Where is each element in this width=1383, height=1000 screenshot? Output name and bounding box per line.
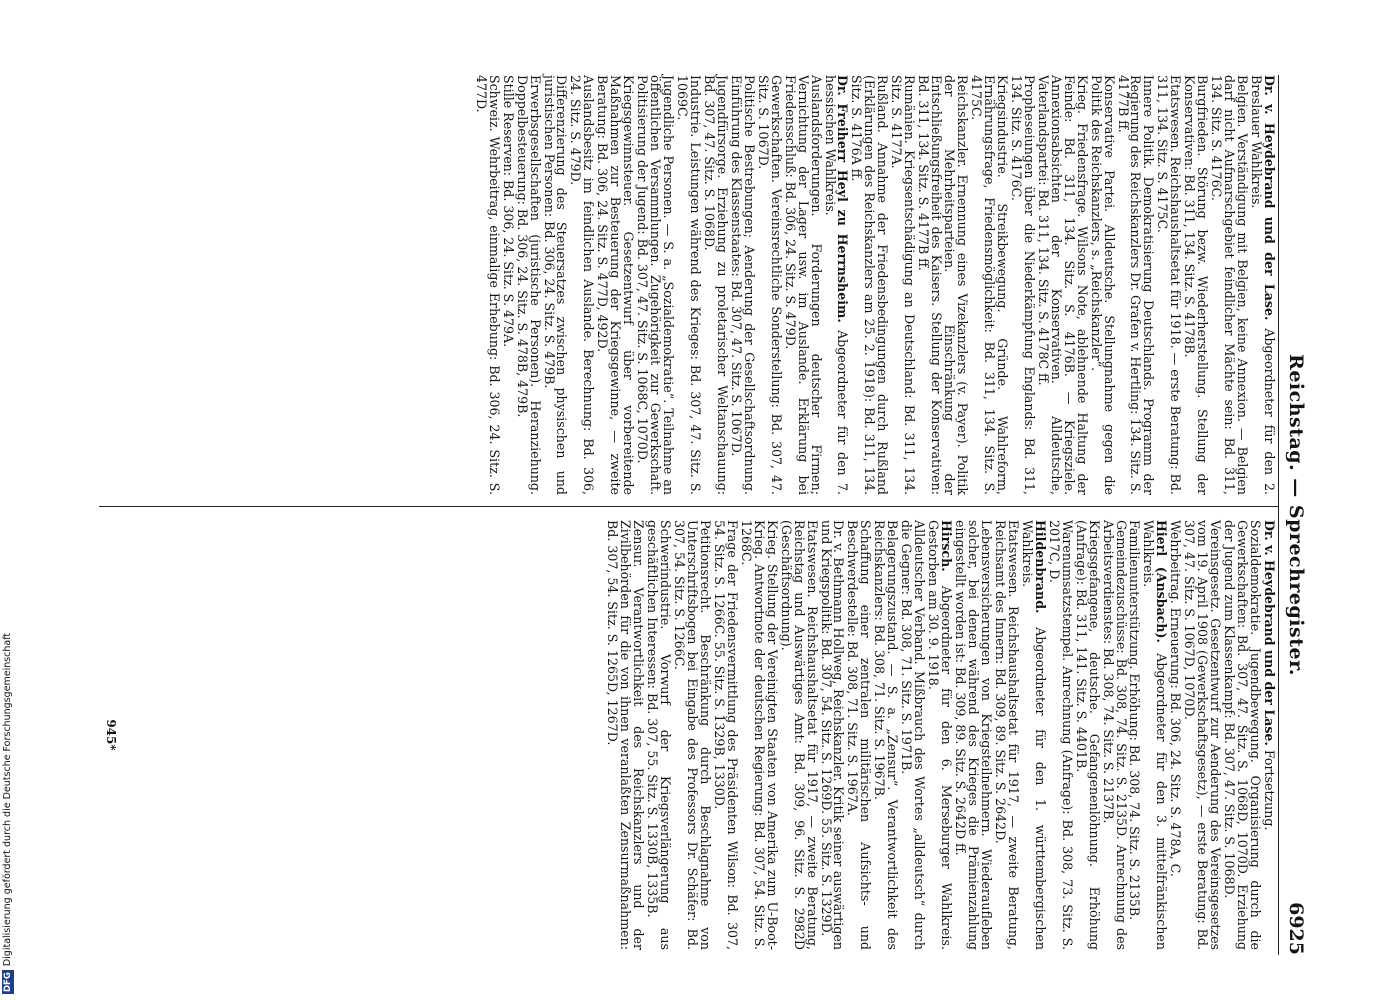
register-entry xyxy=(823,75,849,495)
page-number: 6925 xyxy=(1285,902,1307,955)
register-entry xyxy=(515,75,541,495)
entry-text: Erwerbsgesellschaften (juristische Personen). Heranziehung. Doppelbesteuerung: Bd. 306, 24. Sitz. S. 478B, 479B. xyxy=(514,75,543,495)
register-entry xyxy=(1262,520,1275,950)
register-entry xyxy=(1249,75,1275,495)
register-entry xyxy=(474,75,500,495)
left-column xyxy=(95,75,1275,495)
register-entry xyxy=(1009,75,1035,495)
entry-text: Rumänien. Kriegsentschädigung an Deutschland: Bd. 311, 134. Sitz. S. 4177A. xyxy=(889,75,918,495)
entry-text: Schweiz. Wehrbeitrag, einmalige Erhebung: Bd. 306, 24. Sitz. S. 477D. xyxy=(473,75,502,495)
register-entry xyxy=(1209,75,1251,495)
entry-text: Frage der Friedensvermittlung des Präsidenten Wilson: Bd. 307, 54. Sitz. S. 1266C. 55. Sitz. S. 1329B, 1330D. xyxy=(711,520,740,950)
register-entry xyxy=(1155,75,1184,495)
entry-text: Industrie. Leistungen während des Krieges: Bd. 307, 47. Sitz. S. 1069C. xyxy=(675,75,704,495)
register-entry xyxy=(1101,520,1127,950)
entry-text: Kriegsgewinnsteuer. Gesetzentwurf über vorbereitende Maßnahmen zur Besteuerung der Kriegsgewinne, — zweite Beratung: Bd. 306, 24. Sitz. S. 477D, 492D. xyxy=(595,75,637,495)
entry-heading: Dr. v. Heydebrand und der Lase. xyxy=(1262,520,1277,746)
register-entry xyxy=(899,520,928,950)
register-entry xyxy=(1074,520,1100,950)
register-entry xyxy=(1047,520,1073,950)
entry-text: Konservative Partei. Alldeutsche. Stellungnahme gegen die Politik des Reichskanzlers, s. „Reichskanzler“. xyxy=(1088,75,1117,495)
entry-text: Belgien. Verständigung mit Belgien, keine Annexion. — Belgien darf nicht Aufmarschgebiet feindlicher Mächte sein: Bd. 311, 134. Sitz. S. 4176C. xyxy=(1209,75,1251,495)
entry-text: Reichskanzler. Ernennung eines Vizekanzlers (v. Payer). Politik der Mehrheitsparteien. Einschränkung der Entschließungsfreiheit des Kaisers. Stellung der Konservativen: Bd. 311, 134. Sitz. S. 4177B ff. xyxy=(916,75,971,495)
entry-text: Fortsetzung. xyxy=(1262,749,1277,831)
entry-text: Abgeordneter für den 1. württembergischen Wahlkreis. xyxy=(1019,520,1048,950)
register-entry xyxy=(712,520,738,950)
entry-text: Kriegsindustrie. Streikbewegung. Gründe. Wahlreform, Ernährungsfrage, Friedensmöglichkeit: Bd. 311, 134. Sitz. S. 4175C. xyxy=(969,75,1010,495)
register-entry xyxy=(1036,75,1088,495)
register-entry xyxy=(605,520,647,950)
register-entry xyxy=(850,75,889,495)
entry-text: Petitionsrecht. Beschränkung durch Beschlagnahme von Unterschriftsbogen bei Eingabe des Professors Dr. Schäfer: Bd. 307, 54. Sitz. S. 1266C. xyxy=(672,520,713,950)
register-entry xyxy=(729,75,755,495)
column-divider xyxy=(99,506,1279,507)
page-title: Reichstag. — Sprechregister. xyxy=(1285,354,1307,676)
entry-text: Kriegsgefangene, deutsche. Gefangenenlöhnung. Erhöhung (Anfrage): Bd. 311, 141. Sitz. S. 4401B. xyxy=(1073,520,1102,950)
register-entry xyxy=(501,75,514,495)
register-entry xyxy=(1020,520,1046,950)
entry-text: Auslandsforderungen. Forderungen deutscher Firmen; Vernichtung der Lager usw. im Auslande. Erklärung bei Friedensschluß: Bd. 306, 24. Sitz. S. 479D. xyxy=(782,75,824,495)
register-entry xyxy=(846,520,872,950)
entry-text: Propheseiungen über die Niederkämpfung Englands: Bd. 311, 134. Sitz. S. 4176C. xyxy=(1008,75,1037,495)
entry-text: Rußland. Annahme der Friedensbedingungen durch Rußland (Erklärungen des Reichskanzlers am 25. 2. 1918): Bd. 311, 134. Sitz. S. 4176A ff. xyxy=(849,75,891,495)
entry-text: Etatswesen. Reichshaushaltsetat für 1917, — zweite Beratung, Reichstag und Auswärtiges Amt: Bd. 309, 96. Sitz. S. 2982D (Geschäftsordnung). xyxy=(778,520,820,950)
register-entry xyxy=(1182,75,1211,495)
entry-text: Abgeordneter für den 3. mittelfränkischen Wahlkreis. xyxy=(1141,520,1170,950)
register-entry xyxy=(872,520,901,950)
entry-text: Stille Reserven: Bd. 306, 24. Sitz. S. 479A. xyxy=(500,75,516,348)
register-entry xyxy=(702,75,728,495)
register-entry xyxy=(889,75,918,495)
register-entry xyxy=(739,520,778,950)
entry-text: Krieg. Stellung der Vereinigten Staaten von Amerika zum U-Boot-Krieg. Antwortnote der deutschen Regierung: Bd. 307, 54. Sitz. S. 1268C. xyxy=(738,520,780,950)
register-entry xyxy=(819,520,845,950)
register-entry xyxy=(1168,520,1184,950)
register-entry xyxy=(1116,75,1155,495)
register-entry xyxy=(1141,520,1170,950)
entry-text: Gewerkschaften. Vereinsrechtliche Sonderstellung: Bd. 307, 47. Sitz. S. 1067D. xyxy=(755,75,784,495)
register-entry xyxy=(969,75,1008,495)
register-entry xyxy=(953,520,992,950)
register-entry xyxy=(1128,520,1141,950)
entry-heading: Hierl (Ansbach). xyxy=(1154,520,1170,643)
register-entry xyxy=(675,75,704,495)
entry-heading: Dr. Freiherr Heyl zu Herrnsheim. xyxy=(835,75,851,323)
entry-text: Abgeordneter für den 7. hessischen Wahlkreis. xyxy=(822,75,851,495)
entry-text: Dr. v. Bethmann Hollweg, Reichskanzler. Kritik seiner auswärtigen und Kriegspolitik: Bd. 307, 54. Sitz. S. 1269D. 55. Sitz. S. 1329D. xyxy=(818,520,847,950)
entry-text: Familienunterstützung. Erhöhung: Bd. 308, 74. Sitz. S. 2135B. xyxy=(1127,520,1143,921)
register-entry xyxy=(916,75,971,495)
register-entry xyxy=(756,75,782,495)
entry-text: Jugendliche Personen. — S. a. „Sozialdemokratie“. Teilnahme an öffentlichen Versammlungen. Zugehörigkeit zur Gewerkschaft. Politisierung der Jugend: Bd. 307, 47. Sitz. S. 1068C, 1070D. xyxy=(635,75,677,495)
register-entry xyxy=(595,75,637,495)
entry-text: Schaffung einer zentralen militärischen Aufsichts- und Beschwerdestelle: Bd. 308, 71. Sitz. S. 1967A. xyxy=(845,520,874,950)
page-footer: 945* xyxy=(104,719,118,751)
entry-text: Sozialdemokratie. Jugendbewegung. Organisierung durch die Gewerkschaften: Bd. 307, 47. Sitz. S. 1068D, 1070D. Erziehung der Jugend zum Klassenkampf: Bd. 307, 47. Sitz. S. 1068D. xyxy=(1222,520,1264,950)
register-entry xyxy=(645,520,674,950)
entry-heading: Hildenbrand. xyxy=(1032,520,1048,614)
entry-text: Krieg. Friedensfrage. Wilsons Note, ablehnende Haltung der Feinde: Bd. 311, 134. Sitz. S. 4176B. — Kriegsziele. Annexionsabsichten der Konservativen. Alldeutsche, Vaterlandspartei: Bd. 311, 134. Sitz. S. 4178C ff. xyxy=(1035,75,1090,495)
entry-text: Schwerindustrie. Vorwurf der Kriegsverlängerung aus geschäftlichen Interessen: Bd. 307, 55. Sitz. S. 1330B, 1335B. xyxy=(645,520,674,950)
register-entry xyxy=(783,75,822,495)
entry-text: Zensur. Verantwortlichkeit des Reichskanzlers und der Zivilbehörden für die von ihnen veranlaßten Zensurmaßnahmen: Bd. 307, 54. Sitz. S. 1265D, 1267D. xyxy=(605,520,647,950)
entry-heading: Dr. v. Heydebrand und der Lase. xyxy=(1262,75,1277,321)
register-entry xyxy=(1089,75,1115,495)
register-entry xyxy=(672,520,711,950)
entry-text: Burgfrieden. Störung bezw. Wiederherstellung. Stellung der Konservativen: Bd. 311, 134. Sitz. S. 4178B. xyxy=(1182,75,1211,495)
entry-text: Innere Politik. Demokratisierung Deutschlands. Programm der Regierung des Reichskanzlers Dr. Grafen v. Hertling: 134. Sitz. S. 4177B ff. xyxy=(1115,75,1157,495)
register-entry xyxy=(635,75,677,495)
entry-heading: Hirsch. xyxy=(939,520,955,572)
entry-text: Warenumsatzstempel. Anrechnung (Anfrage): Bd. 308, 73. Sitz. S. 2017C, D. xyxy=(1046,520,1075,950)
entry-text: Abgeordneter für den 2. Breslauer Wahlkreis. xyxy=(1249,75,1277,495)
page-header xyxy=(1278,75,1313,955)
entry-text: Vereinsgesetz. Gesetzentwurf zur Aenderung des Vereinsgesetzes vom 19. April 1908 (Gewerkschaftsgesetz), — erste Beratung: Bd. 307, 47. Sitz. S. 1067D, 1070D. xyxy=(1182,520,1224,950)
dfg-logo: DFG xyxy=(3,972,13,992)
register-entry xyxy=(542,75,568,495)
register-entry xyxy=(926,520,955,950)
entry-text: Etatswesen. Reichshaushaltsetat für 1918. — erste Beratung: Bd. 311, 134. Sitz. S. 4175C. xyxy=(1155,75,1184,495)
register-entry xyxy=(568,75,597,495)
register-entry xyxy=(1182,520,1224,950)
entry-text: Auslandsbesitz im feindlichen Auslande. Berechnung: Bd. 306, 24. Sitz. S. 479D. xyxy=(568,75,597,495)
entry-text: Gemeindezuschüsse: Bd. 308, 74. Sitz. S. 2135D. Anrechnung des Arbeitsverdienstes: Bd. 308, 74. Sitz. S. 2137B. xyxy=(1100,520,1129,950)
entry-text: Jugendfürsorge. Erziehung zu proletarischer Weltanschauung: Bd. 307, 47. Sitz. S. 1068D. xyxy=(701,75,730,495)
entry-text: Alldeutscher Verband. Mißbrauch des Wortes „alldeutsch“ durch die Gegner: Bd. 308, 71. Sitz. S. 1971B. xyxy=(899,520,928,950)
register-entry xyxy=(779,520,818,950)
entry-text: Politische Bestrebungen; Aenderung der Gesellschaftsordnung. Einführung des Klassenstaates: Bd. 307, 47. Sitz. S. 1067D. xyxy=(728,75,757,495)
entry-text: Belagerungszustand. — S. a. „Zensur“. Verantwortlichkeit des Reichskanzlers: Bd. 308, 71. Sitz. S. 1967B. xyxy=(872,520,901,950)
right-column xyxy=(95,520,1275,950)
entry-text: Abgeordneter für den 6. Merseburger Wahlkreis. Gestorben am 30. 9. 1918. xyxy=(926,520,955,950)
entry-text: Lebensversicherungen von Kriegsteilnehmern. Wiederaufleben solcher, bei denen während des Krieges die Prämienzahlung eingestellt worden ist: Bd. 309, 89. Sitz. S. 2642D ff. xyxy=(953,520,994,950)
entry-text: Wehrbeitrag. Erneuerung: Bd. 306, 24. Sitz. S. 478A, C. xyxy=(1168,520,1184,877)
margin-note xyxy=(2,608,14,994)
register-entry xyxy=(1222,520,1264,950)
entry-text: Etatswesen. Reichshaushaltsetat für 1917, — zweite Beratung, Reichsamt des Innern: Bd. 309, 89. Sitz. S. 2642D. xyxy=(992,520,1021,950)
margin-note-text: Digitalisierung gefördert durch die Deutsche Forschungsgemeinschaft xyxy=(2,632,13,967)
register-entry xyxy=(993,520,1019,950)
entry-text: Differenzierung des Steuersatzes zwischen physischen und juristischen Personen: Bd. 306, 24. Sitz. S. 479B. xyxy=(541,75,570,495)
